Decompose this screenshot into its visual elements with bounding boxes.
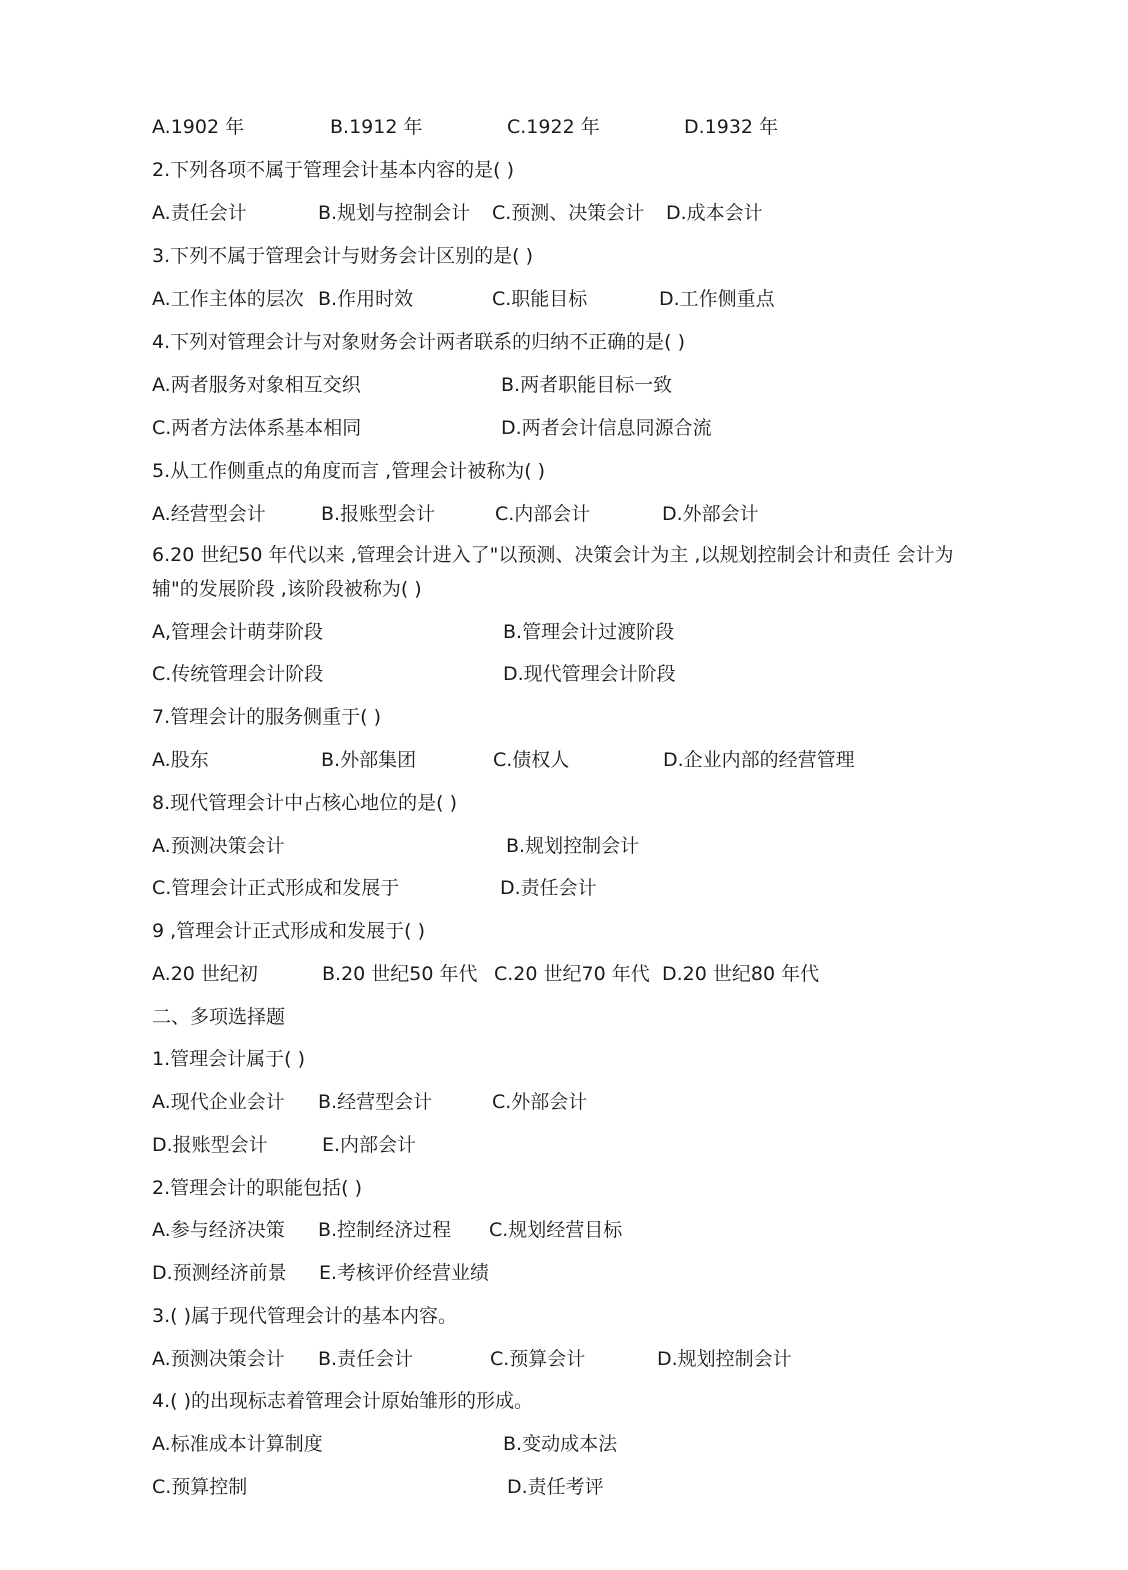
option: B.管理会计过渡阶段 [503, 621, 675, 643]
option: C.传统管理会计阶段 [152, 663, 324, 685]
option: C.债权人 [493, 749, 570, 771]
option: D.责任考评 [507, 1476, 604, 1498]
option: A.经营型会计 [152, 503, 266, 525]
option: C.20 世纪70 年代 [494, 963, 650, 985]
option: C.职能目标 [492, 288, 588, 310]
option: A.两者服务对象相互交织 [152, 374, 361, 396]
option: B.1912 年 [330, 116, 423, 138]
option: A.标准成本计算制度 [152, 1433, 323, 1455]
option: D.外部会计 [662, 503, 759, 525]
option: A.预测决策会计 [152, 1348, 285, 1370]
question-text: 1.管理会计属于( ) [152, 1048, 305, 1070]
option: B.外部集团 [321, 749, 417, 771]
question-text: 9 ,管理会计正式形成和发展于( ) [152, 920, 426, 942]
question-text: 4.( )的出现标志着管理会计原始雏形的形成。 [152, 1390, 533, 1412]
question-text: 2.管理会计的职能包括( ) [152, 1177, 362, 1199]
question-text: 3.下列不属于管理会计与财务会计区别的是( ) [152, 245, 533, 267]
option: A.责任会计 [152, 202, 247, 224]
option: D.两者会计信息同源合流 [501, 417, 712, 439]
option: D.企业内部的经营管理 [663, 749, 855, 771]
question-text: 3.( )属于现代管理会计的基本内容。 [152, 1305, 457, 1327]
option: A,管理会计萌芽阶段 [152, 621, 324, 643]
option: B.经营型会计 [318, 1091, 433, 1113]
option: B.控制经济过程 [318, 1219, 452, 1241]
option: E.内部会计 [322, 1134, 417, 1156]
option: C.规划经营目标 [489, 1219, 623, 1241]
option: B.规划与控制会计 [318, 202, 471, 224]
option: E.考核评价经营业绩 [319, 1262, 490, 1284]
option: A.20 世纪初 [152, 963, 258, 985]
option: B.规划控制会计 [506, 835, 640, 857]
option: D.现代管理会计阶段 [503, 663, 676, 685]
option: B.20 世纪50 年代 [322, 963, 478, 985]
question-text: 7.管理会计的服务侧重于( ) [152, 706, 381, 728]
option: A.参与经济决策 [152, 1219, 285, 1241]
option: A.工作主体的层次 [152, 288, 304, 310]
option: B.责任会计 [318, 1348, 414, 1370]
option: B.变动成本法 [503, 1433, 618, 1455]
question-text: 5.从工作侧重点的角度而言 ,管理会计被称为( ) [152, 460, 546, 482]
question-text: 6.20 世纪50 年代以来 ,管理会计进入了"以预测、决策会计为主 ,以规划控制会计和责任 会计为辅"的发展阶段 ,该阶段被称为( ) [152, 544, 954, 600]
option: B.报账型会计 [321, 503, 436, 525]
option: D.规划控制会计 [657, 1348, 792, 1370]
option: A.股东 [152, 749, 209, 771]
option: D.1932 年 [684, 116, 779, 138]
option: D.工作侧重点 [659, 288, 775, 310]
option: D.报账型会计 [152, 1134, 268, 1156]
option: C.内部会计 [495, 503, 591, 525]
question-text: 8.现代管理会计中占核心地位的是( ) [152, 792, 457, 814]
option: C.管理会计正式形成和发展于 [152, 877, 400, 899]
option: D.成本会计 [666, 202, 763, 224]
option: D.预测经济前景 [152, 1262, 287, 1284]
option: C.预算会计 [490, 1348, 586, 1370]
option: C.外部会计 [492, 1091, 588, 1113]
question-text: 2.下列各项不属于管理会计基本内容的是( ) [152, 159, 514, 181]
option: B.两者职能目标一致 [501, 374, 673, 396]
option: A.1902 年 [152, 116, 245, 138]
option: D.20 世纪80 年代 [662, 963, 820, 985]
option: C.两者方法体系基本相同 [152, 417, 362, 439]
option: D.责任会计 [500, 877, 597, 899]
option: C.预算控制 [152, 1476, 248, 1498]
question-text: 4.下列对管理会计与对象财务会计两者联系的归纳不正确的是( ) [152, 331, 685, 353]
option: C.预测、决策会计 [492, 202, 645, 224]
option: A.预测决策会计 [152, 835, 285, 857]
option: A.现代企业会计 [152, 1091, 285, 1113]
option: C.1922 年 [507, 116, 600, 138]
option: B.作用时效 [318, 288, 414, 310]
section-heading: 二、多项选择题 [152, 1006, 286, 1028]
